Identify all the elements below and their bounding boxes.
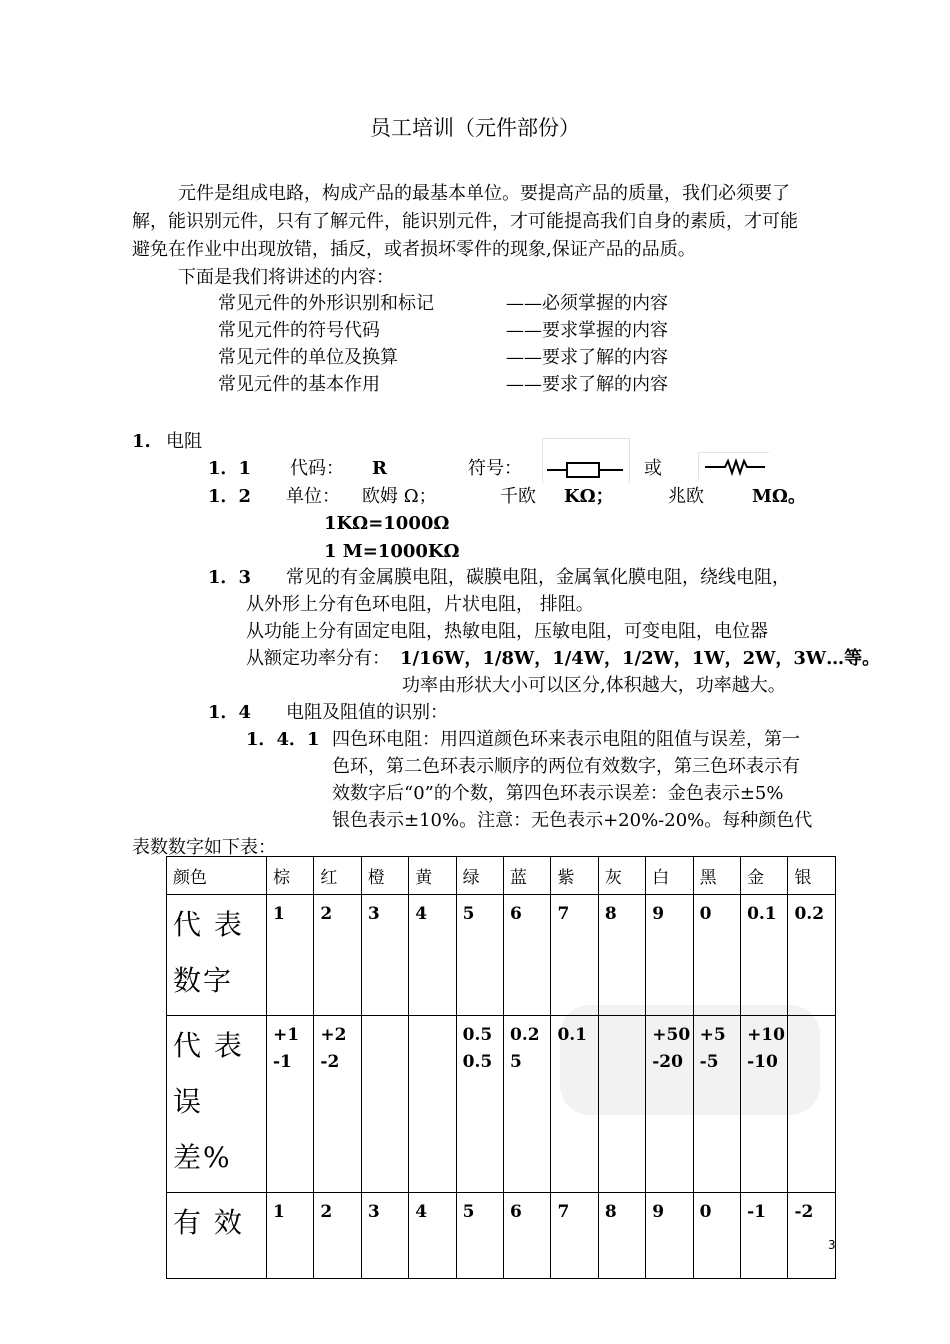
- table-header-row: [167, 857, 836, 895]
- table-cell: 7: [551, 1193, 598, 1279]
- s13-line-1: 常见的有金属膜电阻，碳膜电阻，金属氧化膜电阻，绕线电阻，: [286, 567, 790, 588]
- table-cell: 8: [598, 895, 645, 1016]
- row-label: [167, 895, 267, 1016]
- topic-requirement: ——要求掌握的内容: [506, 320, 668, 341]
- table-cell: [314, 1016, 361, 1193]
- subsection-number: 1．4．1: [246, 729, 320, 750]
- table-cell: 0.2: [788, 895, 836, 1016]
- subsection-number: 1．1: [208, 458, 252, 479]
- topic-item: 常见元件的单位及换算: [218, 347, 398, 368]
- conversion-1: 1KΩ=1000Ω: [324, 513, 450, 534]
- table-cell: 2: [314, 1193, 361, 1279]
- unit-mega-label: 兆欧: [668, 486, 704, 507]
- table-header-cell: 橙: [361, 857, 408, 895]
- table-header-cell: 红: [314, 857, 361, 895]
- table-cell: [598, 1016, 645, 1193]
- resistor-zigzag-icon: [699, 453, 769, 479]
- cell-line: -1: [273, 1052, 292, 1072]
- cell-line: +50: [652, 1025, 691, 1045]
- table-cell: [361, 1016, 408, 1193]
- table-cell: 3: [361, 1193, 408, 1279]
- subsection-number: 1．4: [208, 702, 252, 723]
- table-cell: 6: [504, 1193, 551, 1279]
- cell-line: -2: [320, 1052, 340, 1072]
- unit-kilo-label: 千欧: [500, 486, 536, 507]
- section-title: 电阻: [166, 431, 202, 452]
- table-header-cell: 金: [741, 857, 788, 895]
- table-cell: 1: [267, 895, 314, 1016]
- row-label-line: 差%: [173, 1141, 232, 1174]
- code-label: 代码：: [290, 458, 344, 479]
- row-label-line: 代 表: [173, 908, 244, 941]
- intro-line-2: 解，能识别元件，只有了解元件，能识别元件，才可能提高我们自身的素质，才可能: [132, 211, 798, 232]
- row-label: [167, 1016, 267, 1193]
- topic-item: 常见元件的基本作用: [218, 374, 380, 395]
- table-header-cell: 绿: [456, 857, 503, 895]
- table-row-significant: [167, 1193, 836, 1279]
- unit-mega: MΩ。: [752, 486, 806, 507]
- table-cell: [409, 1016, 456, 1193]
- table-cell: [693, 1016, 740, 1193]
- table-cell: 9: [646, 1193, 693, 1279]
- s141-line-3: 效数字后“0”的个数，第四色环表示误差：金色表示±5%: [332, 783, 784, 804]
- table-row-tolerance: [167, 1016, 836, 1193]
- table-cell: 4: [409, 895, 456, 1016]
- topic-requirement: ——要求了解的内容: [506, 374, 668, 395]
- table-header-cell: 蓝: [504, 857, 551, 895]
- s141-line-4: 银色表示±10%。注意：无色表示+20%-20%。每种颜色代: [332, 810, 813, 831]
- table-cell: 5: [456, 895, 503, 1016]
- resistor-symbol-box: [542, 438, 630, 483]
- conversion-2: 1 M=1000KΩ: [324, 541, 460, 562]
- row-label-line: 数字: [173, 964, 234, 997]
- table-cell: 9: [646, 895, 693, 1016]
- cell-line: -20: [652, 1052, 683, 1072]
- s141-line-2: 色环，第二色环表示顺序的两位有效数字，第三色环表示有: [332, 756, 800, 777]
- table-header-cell: 灰: [598, 857, 645, 895]
- resistor-rect-icon: [543, 439, 629, 483]
- resistor-zigzag-box: [698, 452, 769, 479]
- cell-line: 0.2: [510, 1025, 540, 1045]
- unit-label: 单位：: [286, 486, 340, 507]
- table-cell: [646, 1016, 693, 1193]
- table-header-cell: 黄: [409, 857, 456, 895]
- s141-line-1: 四色环电阻：用四道颜色环来表示电阻的阻值与误差，第一: [332, 729, 800, 750]
- s13-line-2: 从外形上分有色环电阻，片状电阻， 排阻。: [246, 594, 594, 615]
- code-value: R: [372, 458, 387, 479]
- cell-line: 5: [510, 1052, 522, 1072]
- intro-line-3: 避免在作业中出现放错，插反，或者损坏零件的现象,保证产品的品质。: [132, 239, 696, 260]
- cell-line: 0.5: [462, 1052, 493, 1072]
- cell-line: -10: [747, 1052, 778, 1072]
- table-cell: [504, 1016, 551, 1193]
- page-title: 员工培训（元件部份）: [370, 116, 580, 140]
- s13-line-4-label: 从额定功率分有：: [246, 648, 390, 669]
- table-cell: 2: [314, 895, 361, 1016]
- table-header-cell: 棕: [267, 857, 314, 895]
- table-header-cell: 白: [646, 857, 693, 895]
- symbol-label: 符号：: [468, 458, 522, 479]
- s13-line-5: 功率由形状大小可以区分,体积越大，功率越大。: [402, 675, 786, 696]
- table-cell: 5: [456, 1193, 503, 1279]
- intro-line-4: 下面是我们将讲述的内容：: [178, 267, 394, 288]
- cell-line: +5: [699, 1025, 726, 1045]
- table-cell: 1: [267, 1193, 314, 1279]
- subsection-number: 1．3: [208, 567, 252, 588]
- table-header-cell: 银: [788, 857, 836, 895]
- unit-kilo: KΩ；: [564, 486, 614, 507]
- page-number: 3: [828, 1238, 836, 1252]
- table-header-cell: 黑: [693, 857, 740, 895]
- s141-line-5: 表数数字如下表：: [132, 837, 276, 858]
- unit-ohm: 欧姆 Ω；: [362, 486, 437, 507]
- table-cell: [741, 1016, 788, 1193]
- cell-line: +2: [320, 1025, 347, 1045]
- table-cell: 0.1: [741, 895, 788, 1016]
- table-cell: [456, 1016, 503, 1193]
- or-label: 或: [644, 458, 662, 479]
- row-label-line: 代 表: [173, 1029, 244, 1062]
- cell-line: +1: [273, 1025, 300, 1045]
- table-cell: 8: [598, 1193, 645, 1279]
- table-cell: [551, 1016, 598, 1193]
- s13-line-4-values: 1/16W，1/8W，1/4W，1/2W，1W，2W，3W…等。: [400, 648, 881, 669]
- section-number: 1.: [132, 431, 151, 452]
- subsection-number: 1．2: [208, 486, 252, 507]
- table-header-cell: 颜色: [167, 857, 267, 895]
- table-cell: [267, 1016, 314, 1193]
- topic-requirement: ——要求了解的内容: [506, 347, 668, 368]
- topic-requirement: ——必须掌握的内容: [506, 293, 668, 314]
- table-cell: -1: [741, 1193, 788, 1279]
- topic-item: 常见元件的外形识别和标记: [218, 293, 434, 314]
- table-cell: -2: [788, 1193, 836, 1279]
- row-label-line: 误: [173, 1085, 204, 1118]
- cell-line: -5: [699, 1052, 719, 1072]
- topic-item: 常见元件的符号代码: [218, 320, 380, 341]
- row-label: 有 效: [167, 1193, 267, 1279]
- table-cell: 3: [361, 895, 408, 1016]
- cell-line: 0.5: [462, 1025, 493, 1045]
- table-cell: 7: [551, 895, 598, 1016]
- table-cell: 4: [409, 1193, 456, 1279]
- color-code-table: [166, 856, 836, 1279]
- table-cell: 6: [504, 895, 551, 1016]
- cell-line: 0.1: [557, 1025, 588, 1045]
- table-cell: [788, 1016, 836, 1193]
- table-row-digit: [167, 895, 836, 1016]
- cell-line: +10: [747, 1025, 785, 1045]
- table-cell: 0: [693, 1193, 740, 1279]
- s14-title: 电阻及阻值的识别：: [286, 702, 448, 723]
- s13-line-3: 从功能上分有固定电阻，热敏电阻，压敏电阻，可变电阻，电位器: [246, 621, 768, 642]
- intro-line-1: 元件是组成电路，构成产品的最基本单位。要提高产品的质量，我们必须要了: [178, 183, 790, 204]
- table-header-cell: 紫: [551, 857, 598, 895]
- table-cell: 0: [693, 895, 740, 1016]
